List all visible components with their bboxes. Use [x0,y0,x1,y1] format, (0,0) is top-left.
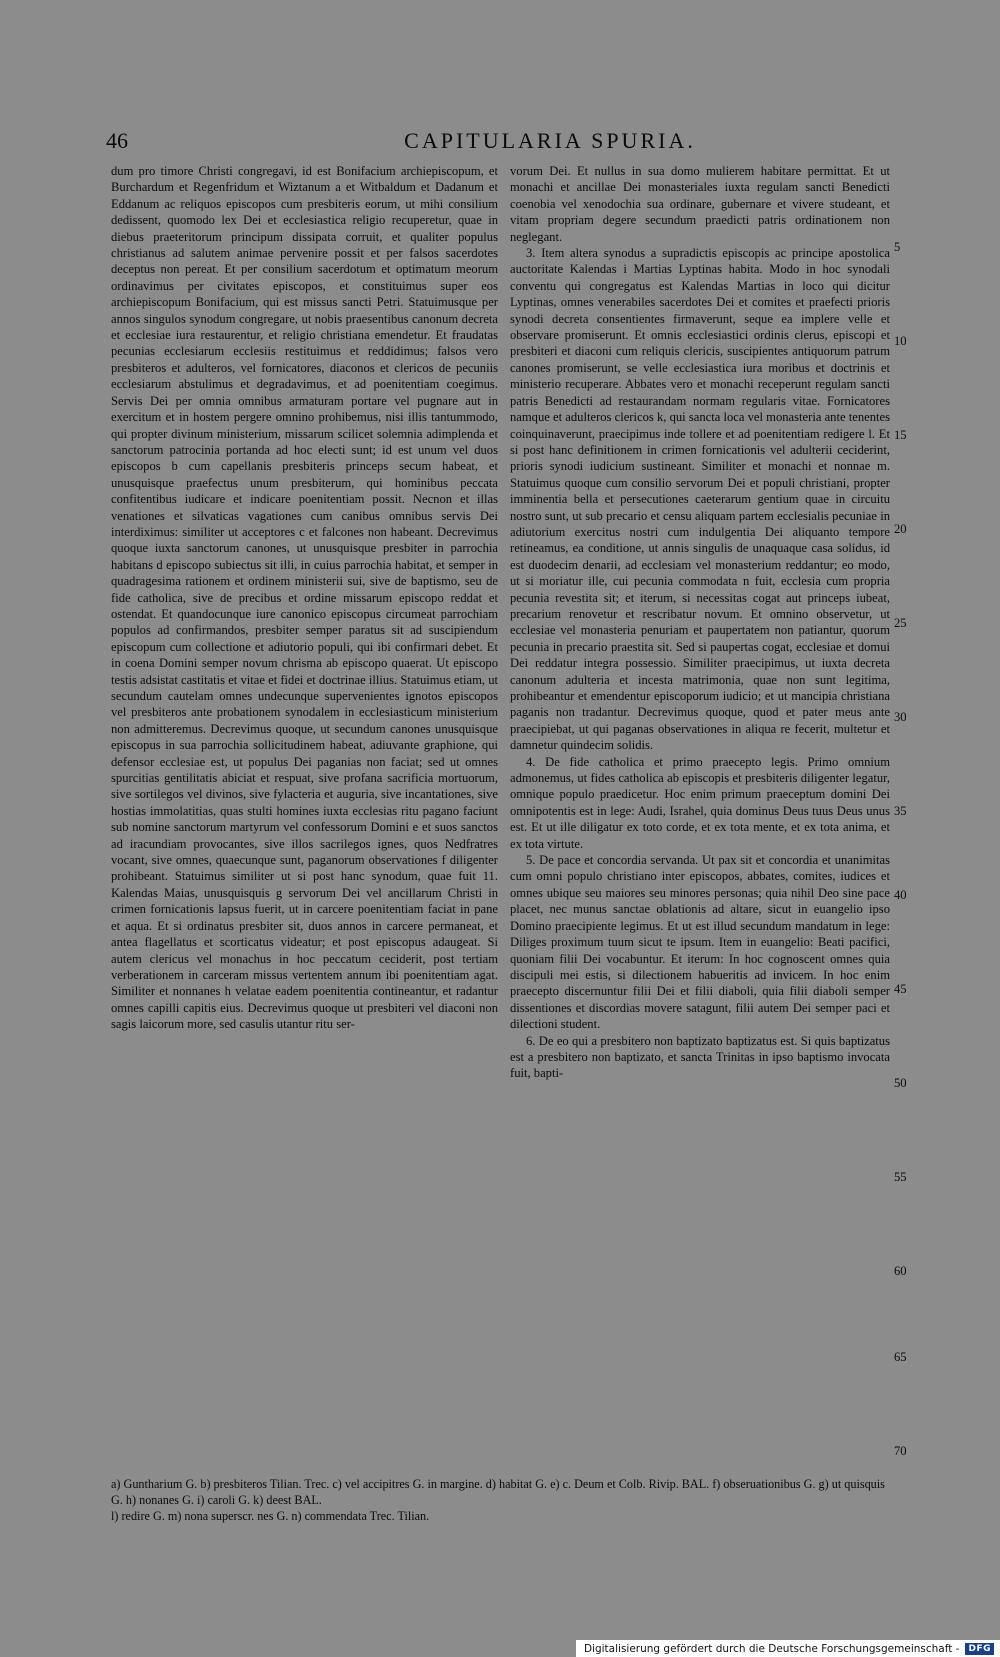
paragraph: dum pro timore Christi congregavi, id est Bonifacium archiepiscopum, et Burchardum et Regenfridum et Wiztanum a et Witbaldum et Dadanum et Eddanum ac reliquos episcopos cum presbiteris eorum, ut mihi consilium dedissent, quomodo lex Dei et ecclesiastica religio recuperetur, quae in diebus praeteritorum principum dissipata corruit, et qualiter populus christianus ad salutem animae pervenire possit et per falsos sacerdotes deceptus non pereat. Et per consilium sacerdotum et optimatum meorum ordinavimus per civitates episcopos, et constituimus super eos archiepiscopum Bonifacium, qui est missus sancti Petri. Statuimusque per annos singulos synodum congregare, ut nobis praesentibus canonum decreta et ecclesiae iura restaurentur, et religio christiana emendetur. Et fraudatas pecunias ecclesiarum ecclesiis restituimus et reddidimus; falsos vero presbiteros et adulteros, vel fornicatores, diaconos et clericos de pecuniis ecclesiarum abstulimus et degradavimus, et ad poenitentiam coegimus. Servis Dei per omnia omnibus armaturam portare vel pugnare aut in exercitum et in hostem pergere omnino prohibemus, nisi illis tantummodo, qui propter divinum ministerium, missarum scilicet solemnia adimplenda et sanctorum patrocinia portanda ad hoc electi sunt; id est unum vel duos episcopos b cum capellanis presbiteris princeps secum habeat, et unusquisque praefectus unum presbiterum, qui hominibus peccata confitentibus iudicare et indicare poenitentiam possit. Necnon et illas venationes et silvaticas vagationes cum canibus omnibus servis Dei interdiximus: similiter ut acceptores c et falcones non habeant. Decrevimus quoque iuxta sanctorum canones, ut unusquisque presbiter in parrochia habitans d episcopo subiectus sit illi, in cuius parrochia habitat, et semper in quadragesima rationem et ordinem ministerii sui, sive de baptismo, seu de fide catholica, sive de precibus et ordine missarum episcopo reddat et ostendat. Et quandocunque iure canonico episcopus circumeat parrochiam populos ad confirmandos, presbiter semper paratus sit ad suscipiendum episcopum cum collectione et adiutorio populi, qui ibi confirmari debet. Et in coena Domini semper novum chrisma ab episcopo quaerat. Ut episcopo testis adsistat castitatis et vitae et fidei et doctrinae illius. Statuimus etiam, ut secundum cautelam omnes undecunque supervenientes ignotos episcopos vel presbiteros ante probationem synodalem in ecclesiasticum ministerium non admitteremus. Decrevimus quoque, ut secundum canones unusquisque episcopus in sua parrochia sollicitudinem habeat, adiuvante graphione, qui defensor ecclesiae est, ut populus Dei paganias non faciat; sed ut omnes spurcitias gentilitatis abiciat et respuat, sive profana sacrificia mortuorum, sive sortilegos vel divinos, sive fylacteria et auguria, sive incantationes, sive hostias immolatitias, quas stulti homines iuxta ecclesias ritu pagano faciunt sub nomine sanctorum martyrum vel confessorum Domini e et suos sanctos ad iracundiam provocantes, sive illos sacrilegos ignes, quos Nedfratres vocant, sive omnes, quaecunque sunt, paganorum observationes f diligenter prohibeant. Statuimus similiter ut si post hanc synodum, quae fuit 11. Kalendas Maias, unusquisquis g servorum Dei vel ancillarum Christi in crimen fornicationis lapsus fuerit, ut in carcere poenitentiam faciat in pane et aqua. Et si ordinatus presbiter sit, duos annos in carcere permaneat, et antea flagellatus et scorticatus videatur; et post episcopus adaugeat. Si autem clericus vel monachus in hoc peccatum ceciderit, post tertiam verberationem in carceram missus vertentem annum ibi poenitentiam agat. Similiter et nonnanes h velatae eadem poenitentia contineantur, et radantur omnes capilli capitis eius. Decrevimus quoque ut presbiteri vel diaconi non sagis laicorum more, sed casulis utantur ritu ser- [111,164,498,1032]
line-number: 40 [894,888,907,902]
footnotes [111,1476,896,1524]
line-number: 35 [894,804,907,818]
footnote-line: a) Guntharium G. b) presbiteros Tilian. Trec. c) vel accipitres G. in margine. d) habitat G. e) c. Deum et Colb. Rivip. BAL. f) obseruationibus G. g) ut quisquis G. h) nonanes G. i) caroli G. k) deest BAL. [111,1477,885,1507]
credit-text: Digitalisierung gefördert durch die Deutsche Forschungsgemeinschaft - [583,1642,960,1655]
footnote-line: l) redire G. m) nona superscr. nes G. n) commendata Trec. Tilian. [111,1509,430,1523]
left-column [111,163,498,1033]
line-number: 30 [894,710,907,724]
line-number: 60 [894,1264,907,1278]
dfg-logo: DFG [965,1643,994,1655]
page-number: 46 [106,128,128,153]
line-number: 5 [894,240,901,254]
line-number: 65 [894,1350,907,1364]
digitization-credit-bar [576,1640,1000,1657]
running-title: CAPITULARIA SPURIA. [404,128,696,153]
paragraph: 5. De pace et concordia servanda. Ut pax sit et concordia et unanimitas cum omni populo christiano inter episcopos, abbates, comites, iudices et omnes ubique seu maiores seu minores personas; quia nihil Deo sine pace placet, nec munus sanctae oblationis ad altare, sicut in euangelio ipso Domino praecipiente legimus. Et ut est illud secundum mandatum in lege: Diliges proximum tuum sicut te ipsum. Item in euangelio: Beati pacifici, quoniam filii Dei vocabuntur. Et iterum: In hoc cognoscent omnes quia discipuli mei estis, si dilectionem habueritis ad invicem. In hoc enim praecepto discernuntur filii Dei et filii diaboli, quia filii diaboli semper dissentiones et discordias movere satagunt, filii autem Dei semper paci et dilectioni student. [510,853,890,1032]
paragraph: vorum Dei. Et nullus in sua domo mulierem habitare permittat. Et ut monachi et ancillae Dei monasteriales iuxta regulam sancti Benedicti coenobia vel xenodochia sua ordinare, gubernare et vivere studeant, et vitam propriam degere secundum praedicti patris ordinationem non neglegant. [510,164,890,244]
line-number: 45 [894,982,907,996]
paragraph: 4. De fide catholica et primo praecepto legis. Primo omnium admonemus, ut fides catholica ab episcopis et presbiteris diligenter legatur, omnique populo praedicetur. Hoc enim primum praeceptum domini Dei omnipotentis est in lege: Audi, Israhel, quia dominus Deus tuus Deus unus est. Et ut ille diligatur ex toto corde, et ex tota mente, et ex tota anima, et ex tota virtute. [510,754,890,851]
line-number: 20 [894,522,907,536]
line-number: 25 [894,616,907,630]
right-column [510,163,890,1082]
paragraph: 6. De eo qui a presbitero non baptizato baptizatus est. Si quis baptizatus est a presbitero non baptizato, et sancta Trinitas in ipso baptismo invocata fuit, bapti- [510,1033,890,1081]
line-number: 50 [894,1076,907,1090]
line-number: 10 [894,334,907,348]
line-number: 55 [894,1170,907,1184]
line-number: 70 [894,1444,907,1458]
line-number: 15 [894,428,907,442]
paragraph: 3. Item altera synodus a supradictis episcopis ac principe apostolica auctoritate Kalendas i Martias Lyptinas habita. Modo in hoc synodali conventu qui congregatus est Kalendas Martias in loco qui dicitur Lyptinas, omnes venerabiles sacerdotes Dei et comites et praefecti prioris synodi decreta consentientes firmaverunt, seque ea implere velle et observare promiserunt. Et omnis ecclesiastici ordinis clerus, episcopi et presbiteri et diaconi cum reliquis clericis, suscipientes antiquorum patrum canones promiserunt, se velle ecclesiastica iura moribus et doctrinis et ministerio recuperare. Abbates vero et monachi receperunt regulam sancti patris Benedicti ad restaurandam normam regularis vitae. Fornicatores namque et adulteros clericos k, qui sancta loca vel monasteria ante tenentes coinquinaverunt, praecipimus inde tollere et ad poenitentiam redigere l. Et si post hanc definitionem in crimen fornicationis vel adulterii ceciderint, prioris synodi iudicium sustineant. Similiter et monachi et nonnae m. Statuimus quoque cum consilio servorum Dei et populi christiani, propter imminentia bella et persecutiones caeterarum gentium quae in circuitu nostro sunt, ut sub precario et censu aliquam partem ecclesialis pecuniae in adiutorium exercitus nostri cum indulgentia Dei aliquanto tempore retineamus, ea conditione, ut annis singulis de unaquaque casa solidus, id est duodecim denarii, ad ecclesiam vel monasterium reddantur; eo modo, ut si moriatur ille, cui pecunia commodata n fuit, ecclesia cum propria pecunia revestita sit; et iterum, si necessitas cogat aut princeps iubeat, precarium renovetur et rescribatur novum. Et omnino observetur, ut ecclesiae vel monasteria penuriam et paupertatem non patiantur, quorum pecunia in precario praestita sit. Sed si paupertas cogat, ecclesiae et domui Dei reddatur integra possessio. Similiter praecipimus, ut iuxta decreta canonum adulteria et incesta matrimonia, quae non sunt legitima, prohibeantur et emendentur episcoporum iudicio; et ut mancipia christiana paganis non tradantur. Decrevimus quoque, quod et pater meus ante praecipiebat, ut qui paganas observationes in aliqua re fecerit, multetur et damnetur quindecim solidis. [510,246,890,753]
